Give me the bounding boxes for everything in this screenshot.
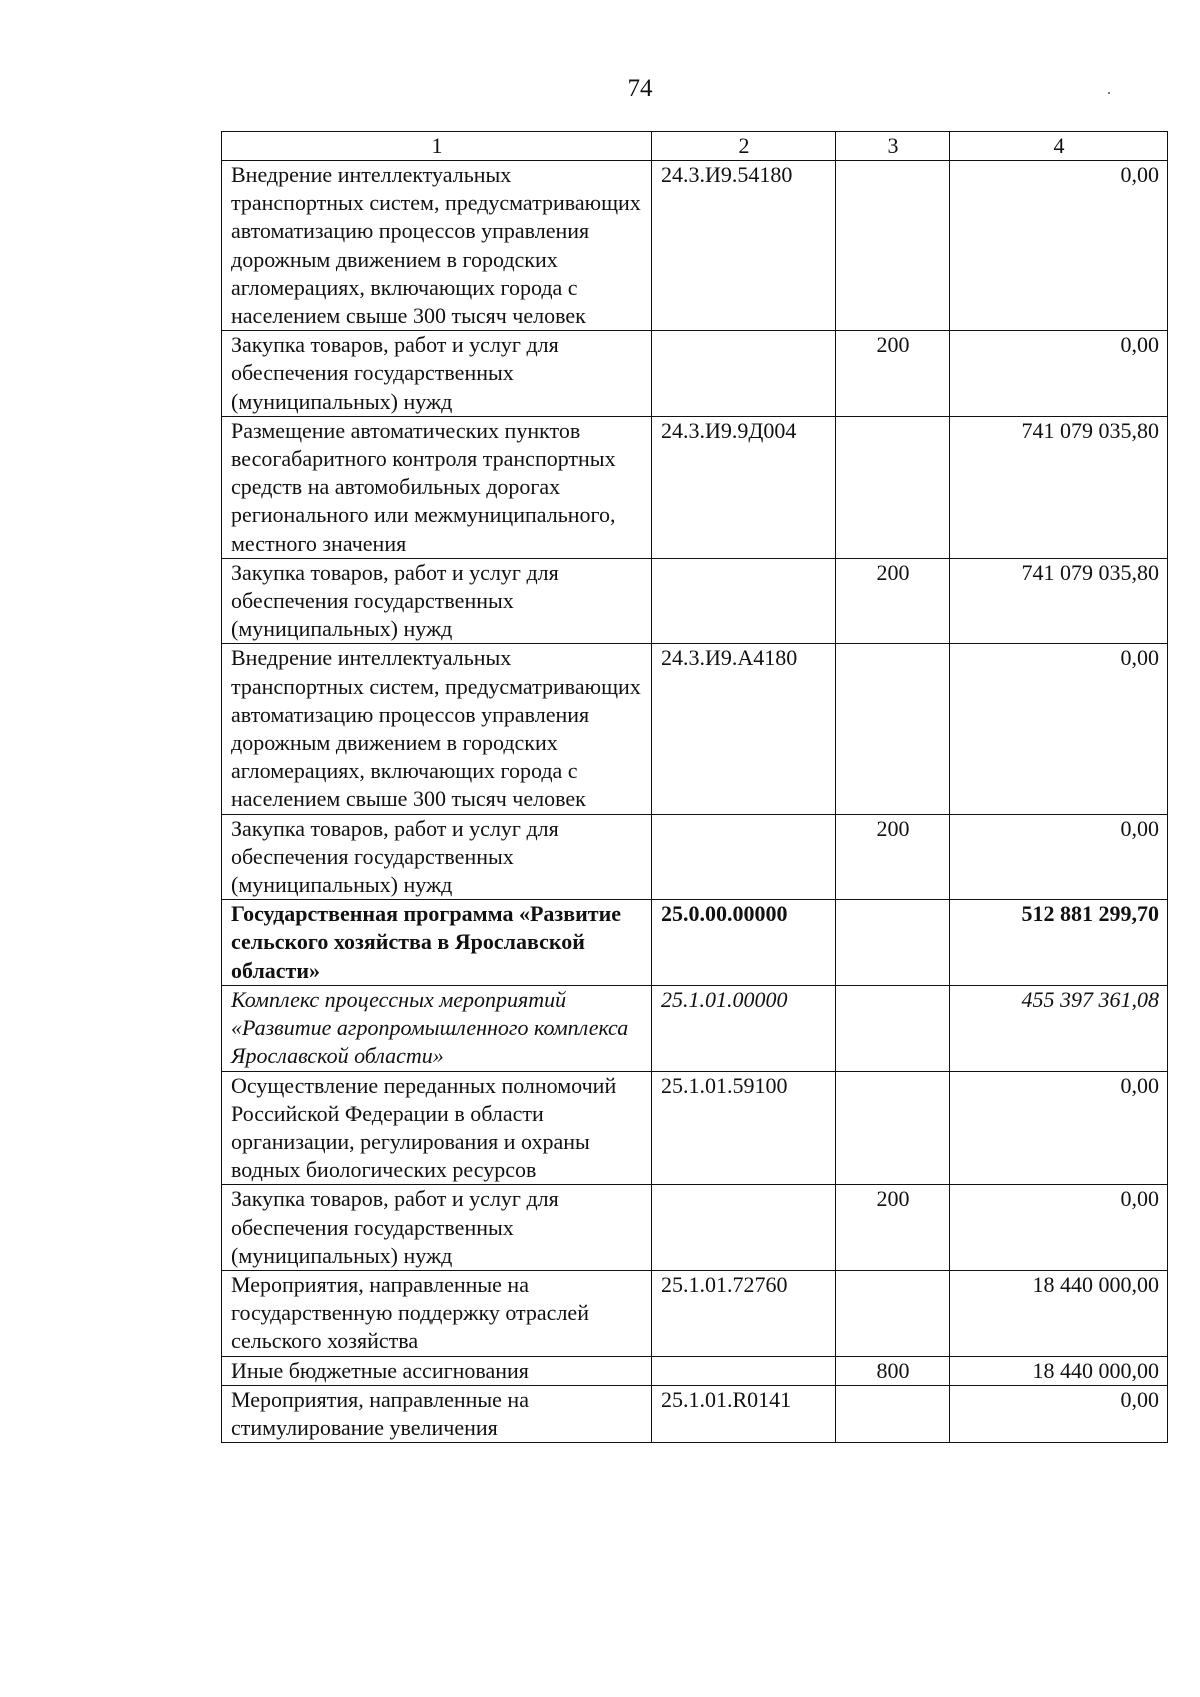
row-amount-cell: 0,00 [950,814,1168,900]
table-row [222,814,1168,900]
row-amount-cell: 455 397 361,08 [950,985,1168,1071]
table-row [222,1385,1168,1442]
row-name-cell: Осуществление переданных полномочий Российской Федерации в области организации, регулирования и охраны водных биологических ресурсов [222,1071,652,1185]
row-amount-cell: 0,00 [950,331,1168,417]
row-name-cell: Мероприятия, направленные на стимулирование увеличения [222,1385,652,1442]
column-header-2: 2 [652,132,836,161]
row-code-cell: 25.1.01.72760 [652,1270,836,1356]
row-expense-kind-cell [836,900,950,986]
row-code-cell: 24.3.И9.А4180 [652,644,836,814]
row-expense-kind-cell [836,161,950,331]
table-row [222,644,1168,814]
row-name-cell: Государственная программа «Развитие сельского хозяйства в Ярославской области» [222,900,652,986]
page-number: 74 [627,75,653,102]
budget-table [221,131,1168,1443]
row-code-cell [652,1185,836,1271]
row-code-cell [652,558,836,644]
row-amount-cell: 0,00 [950,1185,1168,1271]
table-row [222,1270,1168,1356]
row-expense-kind-cell: 200 [836,814,950,900]
table-row [222,161,1168,331]
row-amount-cell: 0,00 [950,644,1168,814]
row-amount-cell: 0,00 [950,1385,1168,1442]
row-code-cell: 25.1.01.59100 [652,1071,836,1185]
row-amount-cell: 18 440 000,00 [950,1356,1168,1385]
row-expense-kind-cell [836,1270,950,1356]
row-name-cell: Внедрение интеллектуальных транспортных систем, предусматривающих автоматизацию процессов управления дорожным движением в городских агломерациях, включающих города с населением свыше 300 тысяч человек [222,161,652,331]
row-expense-kind-cell: 200 [836,331,950,417]
row-amount-cell: 0,00 [950,161,1168,331]
table-body [222,161,1168,1443]
row-code-cell: 25.1.01.R0141 [652,1385,836,1442]
row-name-cell: Закупка товаров, работ и услуг для обеспечения государственных (муниципальных) нужд [222,814,652,900]
row-expense-kind-cell [836,1385,950,1442]
row-amount-cell: 741 079 035,80 [950,416,1168,558]
row-amount-cell: 741 079 035,80 [950,558,1168,644]
table-header-row [222,132,1168,161]
row-code-cell: 24.3.И9.54180 [652,161,836,331]
table-row [222,900,1168,986]
row-name-cell: Закупка товаров, работ и услуг для обеспечения государственных (муниципальных) нужд [222,558,652,644]
row-code-cell: 25.1.01.00000 [652,985,836,1071]
row-expense-kind-cell [836,985,950,1071]
row-amount-cell: 512 881 299,70 [950,900,1168,986]
row-name-cell: Закупка товаров, работ и услуг для обеспечения государственных (муниципальных) нужд [222,331,652,417]
row-amount-cell: 0,00 [950,1071,1168,1185]
scan-speck [1108,92,1110,94]
row-name-cell: Закупка товаров, работ и услуг для обеспечения государственных (муниципальных) нужд [222,1185,652,1271]
table-row [222,985,1168,1071]
column-header-4: 4 [950,132,1168,161]
table-row [222,558,1168,644]
row-name-cell: Внедрение интеллектуальных транспортных систем, предусматривающих автоматизацию процессов управления дорожным движением в городских агломерациях, включающих города с населением свыше 300 тысяч человек [222,644,652,814]
row-amount-cell: 18 440 000,00 [950,1270,1168,1356]
column-header-3: 3 [836,132,950,161]
row-name-cell: Иные бюджетные ассигнования [222,1356,652,1385]
row-name-cell: Размещение автоматических пунктов весогабаритного контроля транспортных средств на автомобильных дорогах регионального или межмуниципального, местного значения [222,416,652,558]
row-expense-kind-cell: 200 [836,558,950,644]
row-code-cell: 25.0.00.00000 [652,900,836,986]
row-code-cell: 24.3.И9.9Д004 [652,416,836,558]
row-name-cell: Мероприятия, направленные на государственную поддержку отраслей сельского хозяйства [222,1270,652,1356]
row-expense-kind-cell: 200 [836,1185,950,1271]
row-expense-kind-cell [836,1071,950,1185]
row-code-cell [652,814,836,900]
row-code-cell [652,331,836,417]
row-name-cell: Комплекс процессных мероприятий «Развитие агропромышленного комплекса Ярославской области» [222,985,652,1071]
table-row [222,416,1168,558]
table-row [222,1185,1168,1271]
row-expense-kind-cell: 800 [836,1356,950,1385]
table-row [222,1071,1168,1185]
row-expense-kind-cell [836,416,950,558]
table-row [222,1356,1168,1385]
table-row [222,331,1168,417]
row-code-cell [652,1356,836,1385]
row-expense-kind-cell [836,644,950,814]
column-header-1: 1 [222,132,652,161]
